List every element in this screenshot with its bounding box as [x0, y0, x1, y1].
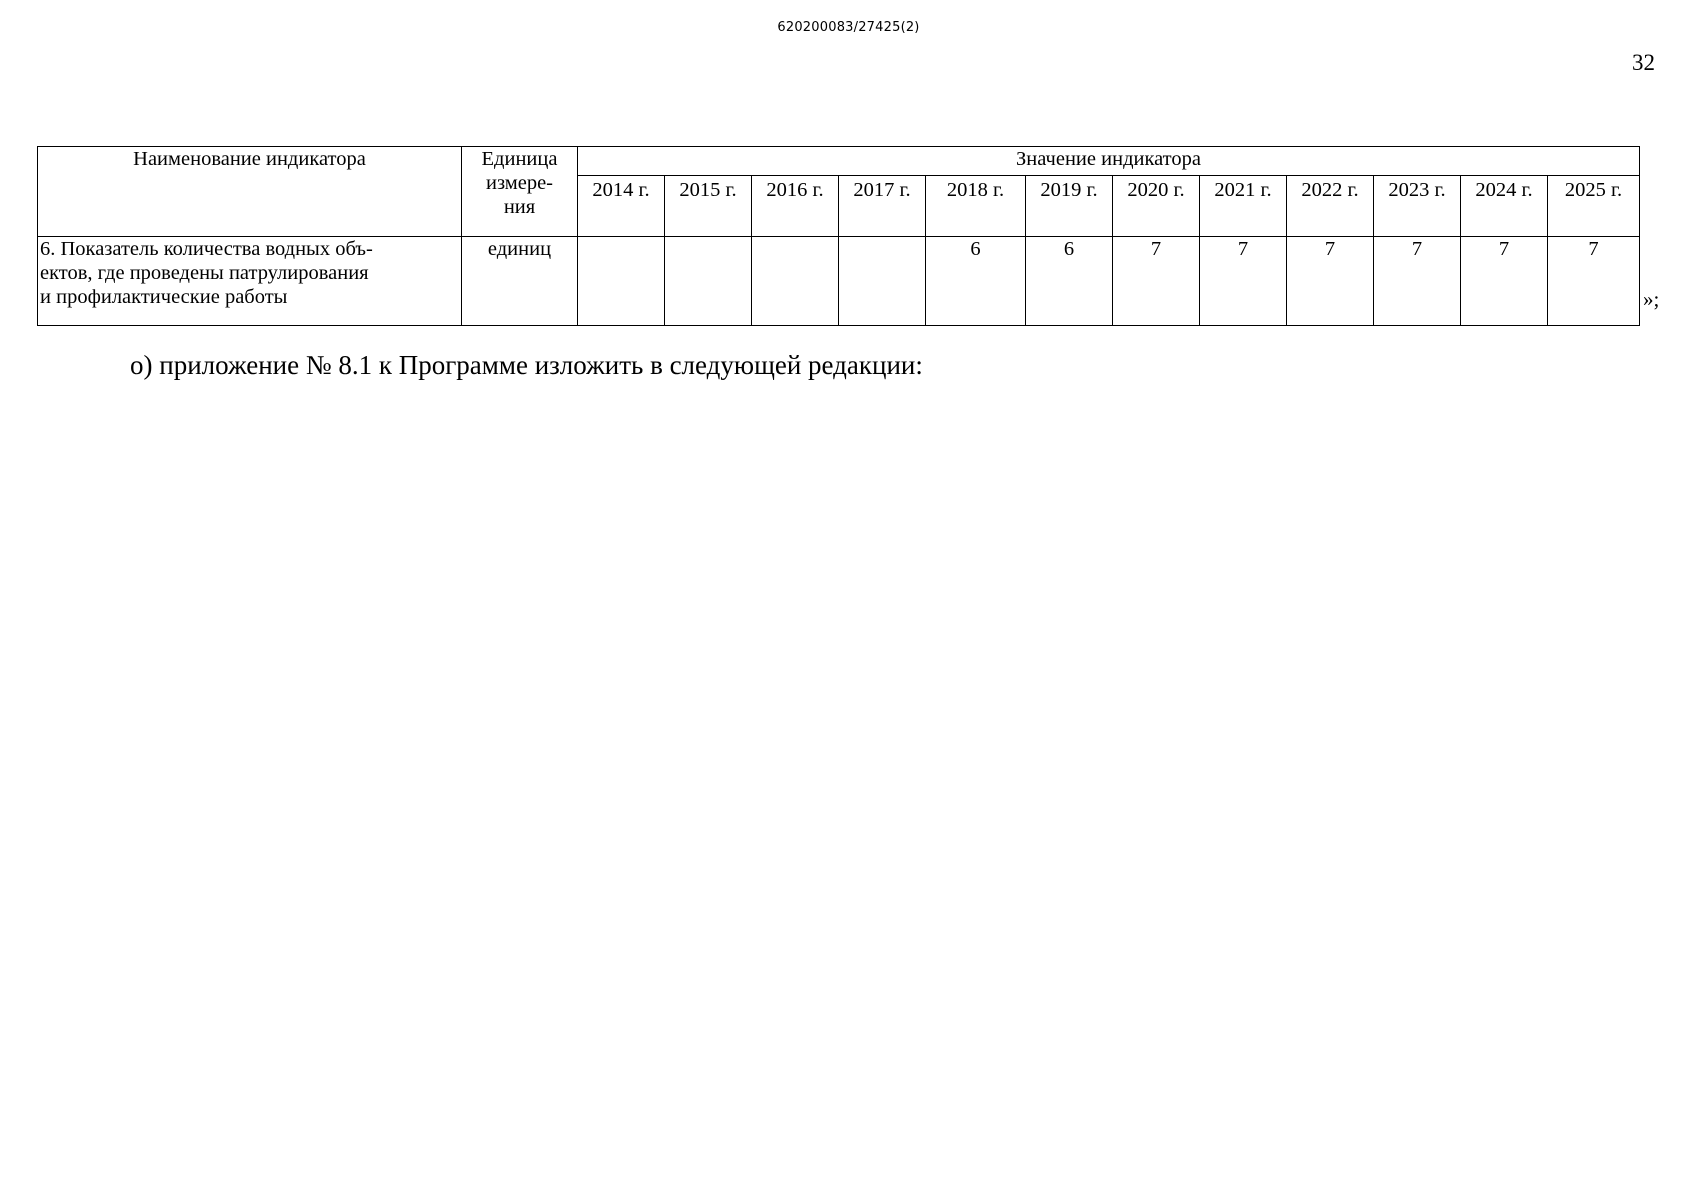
value-cell: 6 — [926, 237, 1026, 326]
value-cell: 6 — [1026, 237, 1113, 326]
header-year: 2020 г. — [1113, 176, 1200, 237]
value-cell: 7 — [1200, 237, 1287, 326]
value-cell: 7 — [1374, 237, 1461, 326]
page-number: 32 — [1632, 50, 1655, 75]
header-unit-line: Единица — [481, 148, 558, 170]
indicator-name-cell — [38, 237, 462, 326]
indicator-name-line: 6. Показатель количества водных объ- — [40, 238, 373, 260]
table-row — [38, 237, 1640, 326]
header-year: 2022 г. — [1287, 176, 1374, 237]
value-cell: 7 — [1113, 237, 1200, 326]
header-year: 2021 г. — [1200, 176, 1287, 237]
header-year: 2017 г. — [839, 176, 926, 237]
value-cell: 7 — [1548, 237, 1640, 326]
header-unit — [462, 147, 578, 237]
value-cell: 7 — [1287, 237, 1374, 326]
indicator-unit-cell: единиц — [462, 237, 578, 326]
indicator-name-line: ектов, где проведены патрулирования — [40, 262, 369, 284]
value-cell — [752, 237, 839, 326]
header-year: 2018 г. — [926, 176, 1026, 237]
indicator-name-line: и профилактические работы — [40, 286, 288, 308]
header-unit-line: измере- — [485, 172, 554, 194]
document-id: 620200083/27425(2) — [777, 20, 920, 35]
header-year: 2015 г. — [665, 176, 752, 237]
header-year: 2025 г. — [1548, 176, 1640, 237]
header-year: 2016 г. — [752, 176, 839, 237]
value-cell: 7 — [1461, 237, 1548, 326]
value-cell — [578, 237, 665, 326]
closing-quote: »; — [1643, 287, 1660, 311]
header-indicator-name: Наименование индикатора — [38, 147, 462, 237]
header-year: 2023 г. — [1374, 176, 1461, 237]
indicator-table — [37, 146, 1640, 326]
value-cell — [665, 237, 752, 326]
value-cell — [839, 237, 926, 326]
amendment-paragraph: о) приложение № 8.1 к Программе изложить в следующей редакции: — [130, 350, 923, 380]
header-year: 2024 г. — [1461, 176, 1548, 237]
header-year: 2014 г. — [578, 176, 665, 237]
header-year: 2019 г. — [1026, 176, 1113, 237]
header-unit-line: ния — [503, 196, 536, 218]
header-indicator-value: Значение индикатора — [578, 147, 1640, 176]
